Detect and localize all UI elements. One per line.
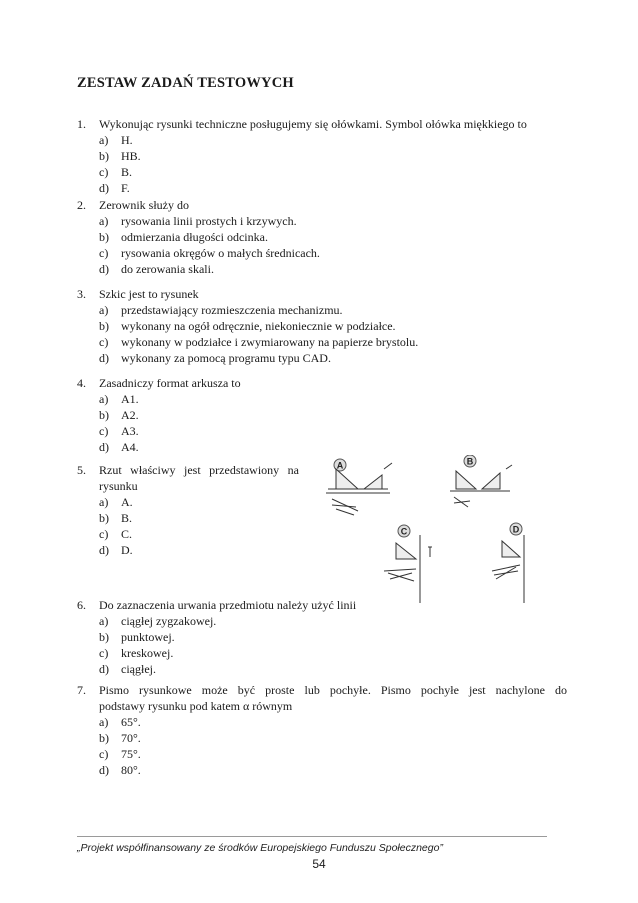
option-a [77, 302, 567, 318]
option-text: punktowej. [121, 630, 175, 644]
question-number: 4. [77, 376, 86, 390]
figure-a-label: A [336, 460, 344, 471]
option-text: 80°. [121, 763, 141, 777]
option-text: F. [121, 181, 130, 195]
question-number: 7. [77, 683, 86, 697]
option-letter: b) [99, 319, 109, 333]
option-letter: a) [99, 214, 109, 228]
option-letter: d) [99, 351, 109, 365]
option-text: ciągłej. [121, 662, 156, 676]
question-4 [77, 375, 567, 455]
option-a [77, 494, 299, 510]
figure-b [450, 455, 512, 507]
question-text: Pismo rysunkowe może być proste lub pochyłe. Pismo pochyłe jest nachylone do [99, 683, 567, 697]
option-letter: a) [99, 133, 109, 147]
option-c [77, 164, 567, 180]
option-letter: a) [99, 303, 109, 317]
footer-divider [77, 836, 547, 837]
option-a [77, 613, 567, 629]
question-number: 3. [77, 287, 86, 301]
option-letter: a) [99, 614, 109, 628]
option-text: A1. [121, 392, 139, 406]
option-letter: b) [99, 731, 109, 745]
option-letter: d) [99, 763, 109, 777]
option-letter: c) [99, 747, 109, 761]
option-b [77, 148, 567, 164]
footer-note: „Projekt współfinansowany ze środków Europejskiego Funduszu Społecznego” [77, 842, 443, 854]
option-letter: d) [99, 543, 109, 557]
option-text: HB. [121, 149, 141, 163]
question-1 [77, 116, 567, 196]
option-text: 65°. [121, 715, 141, 729]
figure-b-label: B [466, 456, 474, 467]
option-text: ciągłej zygzakowej. [121, 614, 217, 628]
question-text: Zasadniczy format arkusza to [99, 376, 241, 390]
option-c [77, 423, 567, 439]
question-text: Do zaznaczenia urwania przedmiotu należy użyć linii [99, 598, 357, 612]
option-d [77, 261, 567, 277]
figure-d [492, 523, 524, 603]
option-letter: d) [99, 262, 109, 276]
option-d [77, 542, 299, 558]
option-a [77, 391, 567, 407]
option-text: B. [121, 165, 133, 179]
projection-drawings [318, 455, 558, 605]
option-b [77, 629, 567, 645]
option-letter: c) [99, 424, 109, 438]
option-text: wykonany w podziałce i zwymiarowany na papierze brystolu. [121, 335, 419, 349]
question-text-continued: rysunku [99, 479, 138, 493]
question-text-continued: podstawy rysunku pod katem α równym [99, 699, 293, 713]
question-text: Zerownik służy do [99, 198, 189, 212]
question-7 [77, 682, 567, 778]
question-number: 6. [77, 598, 86, 612]
option-letter: c) [99, 646, 109, 660]
option-c [77, 526, 299, 542]
option-letter: d) [99, 440, 109, 454]
option-c [77, 645, 567, 661]
option-letter: a) [99, 495, 109, 509]
option-text: wykonany za pomocą programu typu CAD. [121, 351, 331, 365]
option-b [77, 229, 567, 245]
option-letter: c) [99, 165, 109, 179]
option-a [77, 132, 567, 148]
option-d [77, 350, 567, 366]
option-letter: b) [99, 630, 109, 644]
page-number: 54 [312, 857, 326, 871]
option-d [77, 180, 567, 196]
option-text: odmierzania długości odcinka. [121, 230, 268, 244]
option-text: rysowania okręgów o małych średnicach. [121, 246, 320, 260]
option-text: 70°. [121, 731, 141, 745]
question-text: Wykonując rysunki techniczne posługujemy się ołówkami. Symbol ołówka miękkiego to [99, 117, 527, 131]
option-letter: a) [99, 715, 109, 729]
figure-c-label: C [400, 526, 408, 537]
option-letter: c) [99, 246, 109, 260]
option-letter: b) [99, 230, 109, 244]
option-d [77, 762, 567, 778]
figure-c [384, 525, 432, 603]
page-title: ZESTAW ZADAŃ TESTOWYCH [77, 75, 294, 91]
option-letter: d) [99, 181, 109, 195]
option-c [77, 334, 567, 350]
option-text: przedstawiający rozmieszczenia mechanizmu. [121, 303, 343, 317]
option-d [77, 661, 567, 677]
question-number: 1. [77, 117, 86, 131]
option-text: wykonany na ogół odręcznie, niekoniecznie w podziałce. [121, 319, 396, 333]
option-text: kreskowej. [121, 646, 174, 660]
question-number: 5. [77, 463, 86, 477]
option-a [77, 213, 567, 229]
question-3 [77, 286, 567, 366]
option-letter: c) [99, 335, 109, 349]
option-d [77, 439, 567, 455]
option-a [77, 714, 567, 730]
option-b [77, 510, 299, 526]
question-2 [77, 197, 567, 277]
option-b [77, 318, 567, 334]
option-letter: b) [99, 149, 109, 163]
projection-figures [318, 455, 558, 605]
option-text: A3. [121, 424, 139, 438]
option-text: 75°. [121, 747, 141, 761]
question-text: Rzut właściwy jest przedstawiony na [99, 463, 299, 477]
question-5 [77, 462, 299, 558]
option-letter: a) [99, 392, 109, 406]
option-text: B. [121, 511, 133, 525]
option-text: D. [121, 543, 133, 557]
option-b [77, 407, 567, 423]
option-text: H. [121, 133, 133, 147]
option-b [77, 730, 567, 746]
question-number: 2. [77, 198, 86, 212]
option-text: A. [121, 495, 133, 509]
option-c [77, 746, 567, 762]
option-text: do zerowania skali. [121, 262, 214, 276]
option-letter: c) [99, 527, 109, 541]
option-letter: d) [99, 662, 109, 676]
option-text: A4. [121, 440, 139, 454]
question-text: Szkic jest to rysunek [99, 287, 199, 301]
option-text: rysowania linii prostych i krzywych. [121, 214, 297, 228]
option-c [77, 245, 567, 261]
question-6 [77, 597, 567, 677]
figure-d-label: D [512, 524, 520, 535]
option-letter: b) [99, 408, 109, 422]
figure-a [326, 459, 392, 515]
option-text: C. [121, 527, 133, 541]
option-text: A2. [121, 408, 139, 422]
option-letter: b) [99, 511, 109, 525]
